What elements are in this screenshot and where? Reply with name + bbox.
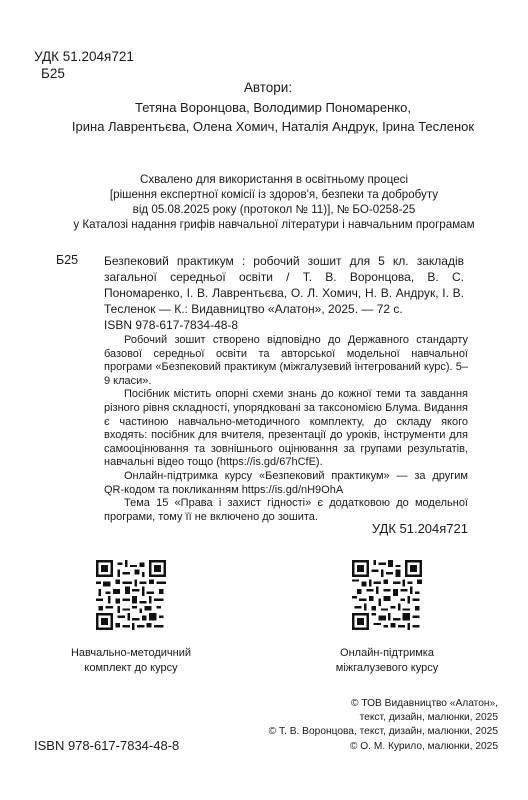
qr-left-caption: [44, 646, 218, 676]
copyright-line-4: © О. М. Курило, малюнки, 2025: [349, 740, 498, 752]
approval-line-4: у Каталозі надання грифів навчальної літератури і навчальним програмам: [73, 218, 475, 231]
udk-code: УДК 51.204я721: [34, 49, 134, 64]
copyright-line-2: текст, дизайн, малюнки, 2025: [359, 712, 498, 724]
qr-code-right[interactable]: [352, 560, 422, 635]
author-mark: Б25: [41, 66, 65, 81]
annotation-paragraph-1: Робочий зошит створено відповідно до Державного стандарту базової середньої освіти та авторської модельної навчальної програми «Безпековий практикум (міжгалузевий інтегрований курс). 5–9 класи».: [104, 334, 468, 387]
qr-left-caption-line-2: комплект до курсу: [84, 662, 178, 674]
copyright-line-3: © Т. В. Воронцова, текст, дизайн, малюнки, 2025: [268, 726, 498, 738]
udk-right: УДК 51.204я721: [371, 521, 468, 536]
annotation: [104, 334, 468, 524]
approval-line-2: [рішення експертної комісії із здоров'я, безпеки та добробуту: [109, 188, 439, 201]
qr-left-caption-line-1: Навчально-методичний: [70, 647, 192, 659]
approval-line-1: Схвалено для використання в освітньому процесі: [139, 173, 409, 186]
authors-heading: Автори:: [243, 80, 293, 95]
biblio-text: Безпековий практикум : робочий зошит для 5 кл. закладів загальної середньої освіти / Т. В. Воронцова, В. С. Пономаренко, І. В. Лаврентьєва, О. Л. Хомич, Н. В. Андрук, І. В. Тесленок — К.: Видавництво «Алатон», 2025. — 72 с.: [104, 254, 464, 316]
authors-list: [0, 98, 528, 136]
biblio-code: Б25: [56, 253, 79, 267]
authors-line-2: Ірина Лаврентьєва, Олена Хомич, Наталія Андрук, Ірина Тесленок: [71, 119, 475, 134]
qr-right-caption: [310, 646, 464, 676]
copyright-block: [218, 697, 498, 754]
authors-line-1: Тетяна Воронцова, Володимир Пономаренко,: [135, 100, 411, 115]
udk-block: [34, 48, 134, 82]
approval-notice: [0, 172, 528, 232]
qr-code-right-image: [352, 560, 422, 630]
biblio-isbn: ISBN 978-617-7834-48-8: [104, 318, 239, 332]
qr-code-left[interactable]: [96, 560, 166, 635]
isbn-bottom: ISBN 978-617-7834-48-8: [34, 738, 180, 753]
annotation-paragraph-2: Посібник містить опорні схеми знань до кожної теми та завдання різного рівня складності, упорядковані за таксономією Блума. Видання є частиною навчально-методичного комплекту, до складу якого входять: посібник для вчителя, презентації до уроків, інструменти для самооцінювання та зовнішнього оцінювання за групами результатів, навчальні відео тощо (https://is.gd/67hCfE).: [104, 388, 468, 469]
annotation-paragraph-3: Онлайн-підтримка курсу «Безпековий практикум» — за другим QR-кодом та покликанням https://is.gd/nH9OhA: [104, 469, 468, 496]
bibliographic-description: [104, 253, 464, 333]
approval-line-3: від 05.08.2025 року (протокол № 11)], № БО-0258-25: [132, 203, 416, 216]
qr-right-caption-line-2: міжгалузевого курсу: [335, 662, 439, 674]
copyright-line-1: © ТОВ Видавництво «Алатон»,: [351, 698, 498, 709]
annotation-paragraph-4: Тема 15 «Права і захист гідності» є додатковою до модельної програми, тому її не включено до зошита.: [104, 497, 468, 523]
qr-code-left-image: [96, 560, 166, 630]
qr-right-caption-line-1: Онлайн-підтримка: [340, 647, 434, 659]
